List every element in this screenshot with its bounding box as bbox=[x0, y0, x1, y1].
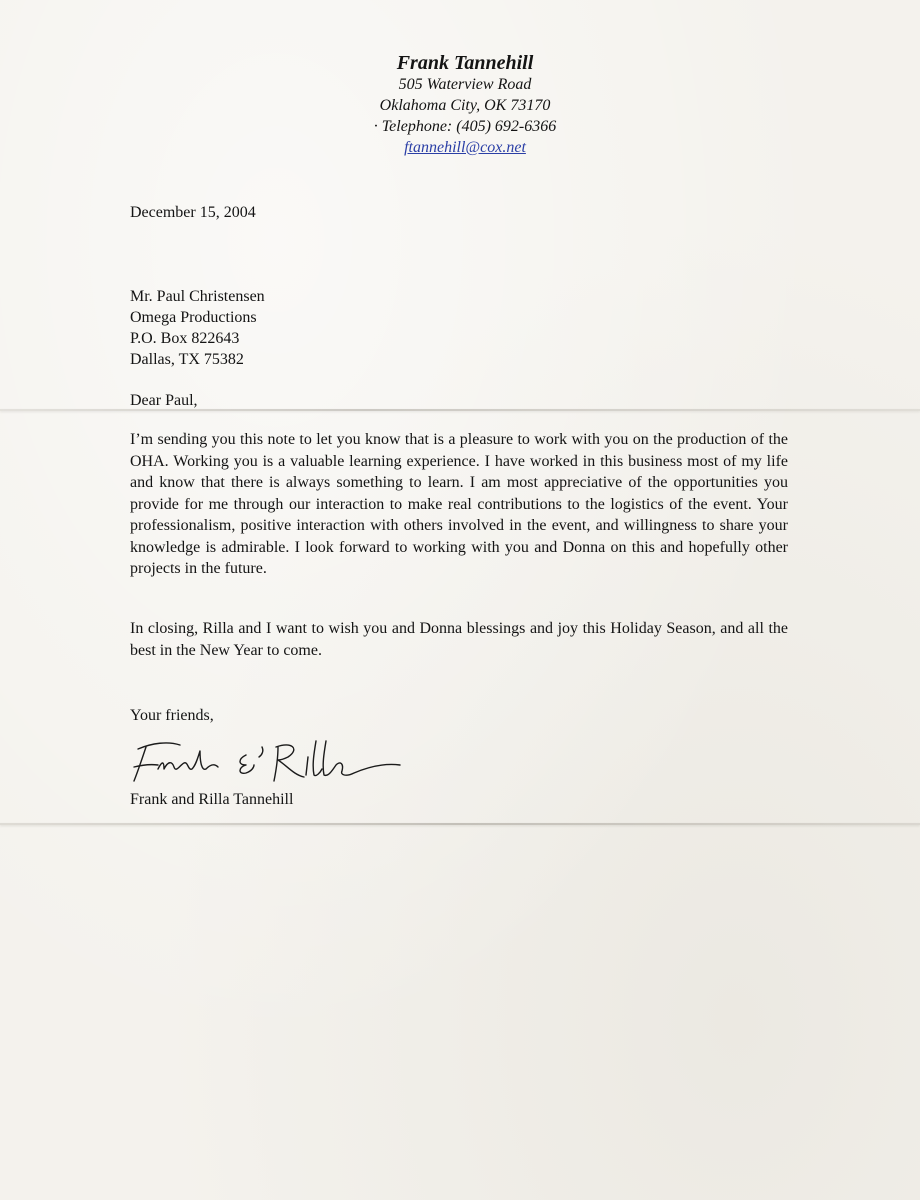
closing: Your friends, bbox=[130, 707, 214, 724]
sender-telephone: · Telephone: (405) 692-6366 bbox=[373, 118, 557, 135]
sender-city-state-zip: Oklahoma City, OK 73170 bbox=[379, 97, 551, 114]
letter-date: December 15, 2004 bbox=[130, 204, 256, 221]
letterhead bbox=[300, 50, 630, 158]
recipient-name: Mr. Paul Christensen bbox=[130, 288, 265, 305]
sender-street: 505 Waterview Road bbox=[398, 76, 532, 93]
sender-name: Frank Tannehill bbox=[396, 52, 534, 74]
handwritten-signature bbox=[128, 735, 418, 793]
recipient-address bbox=[130, 286, 265, 370]
body-paragraph: I’m sending you this note to let you know that is a pleasure to work with you on the production of the OHA. Working you is a valuable learning experience. I have worked in this business most of my life and know that there is always something to learn. I am most appreciative of the opportunities you provide for me through our interaction to make real contributions to the logistics of the event. Your professionalism, positive interaction with others involved in the event, and willingness to share your knowledge is admirable. I look forward to working with you and Donna on this and hopefully other projects in the future. bbox=[130, 431, 788, 577]
signed-name: Frank and Rilla Tannehill bbox=[130, 791, 294, 808]
recipient-city-state-zip: Dallas, TX 75382 bbox=[130, 351, 244, 368]
body-paragraph: In closing, Rilla and I want to wish you and Donna blessings and joy this Holiday Season, and all the best in the New Year to come. bbox=[130, 620, 788, 659]
salutation: Dear Paul, bbox=[130, 392, 198, 409]
recipient-po-box: P.O. Box 822643 bbox=[130, 330, 240, 347]
sender-email-link[interactable]: ftannehill@cox.net bbox=[404, 139, 526, 156]
recipient-company: Omega Productions bbox=[130, 309, 257, 326]
paper-fold-line bbox=[0, 823, 920, 825]
